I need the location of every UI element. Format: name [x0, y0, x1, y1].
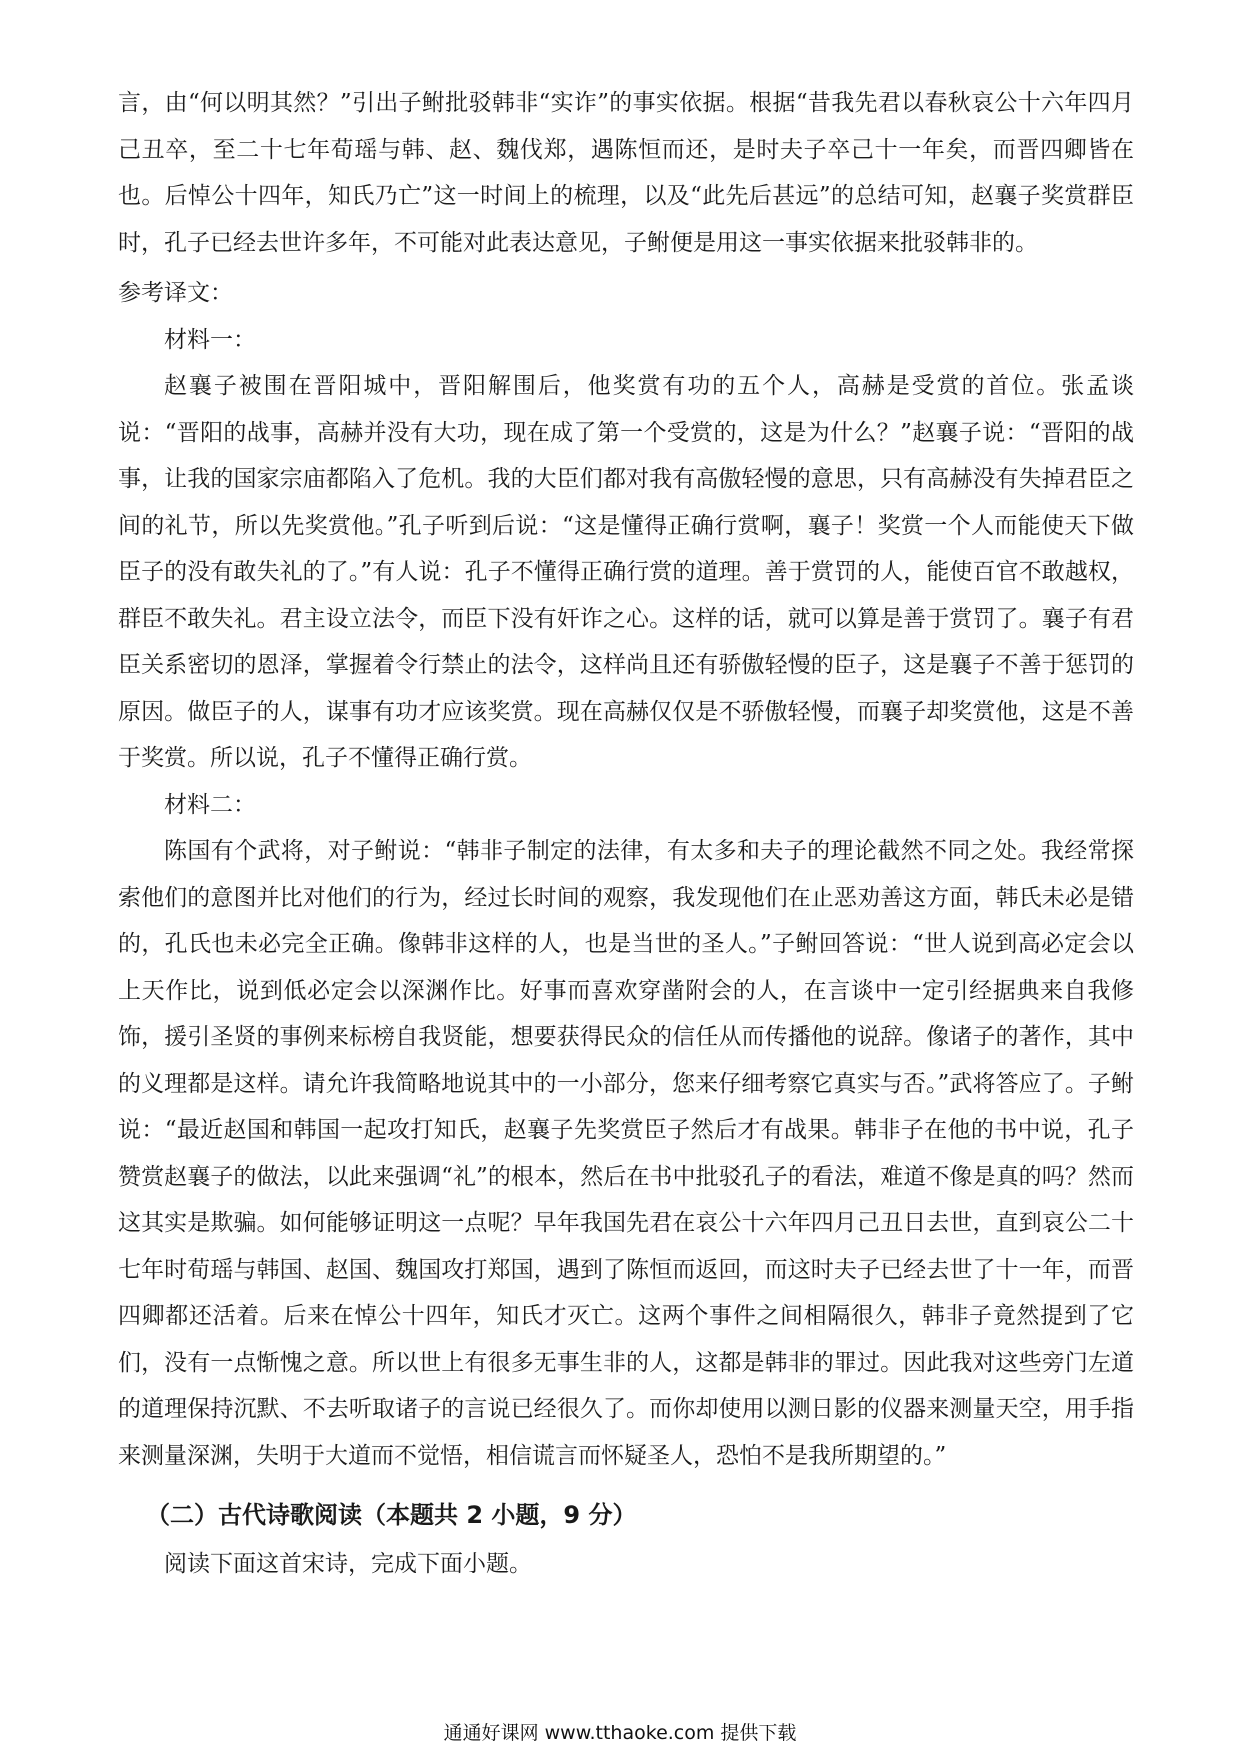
material-one-text: 赵襄子被围在晋阳城中，晋阳解围后，他奖赏有功的五个人，高赫是受赏的首位。张孟谈说：“晋阳的战事，高赫并没有大功，现在成了第一个受赏的，这是为什么？”赵襄子说：“晋阳的战事，让我的国家宗庙都陷入了危机。我的大臣们都对我有高傲轻慢的意思，只有高赫没有失掉君臣之间的礼节，所以先奖赏他。”孔子听到后说：“这是懂得正确行赏啊，襄子！奖赏一个人而能使天下做臣子的没有敢失礼的了。”有人说：孔子不懂得正确行赏的道理。善于赏罚的人，能使百官不敢越权，群臣不敢失礼。君主设立法令，而臣下没有奸诈之心。这样的话，就可以算是善于赏罚了。襄子有君臣关系密切的恩泽，掌握着令行禁止的法令，这样尚且还有骄傲轻慢的臣子，这是襄子不善于惩罚的原因。做臣子的人，谋事有功才应该奖赏。现在高赫仅仅是不骄傲轻慢，而襄子却奖赏他，这是不善于奖赏。所以说，孔子不懂得正确行赏。: [118, 373, 1134, 771]
material-one-label: 材料一：: [164, 326, 256, 353]
document-body: [118, 80, 1134, 1588]
section-heading: （二）古代诗歌阅读（本题共 2 小题，9 分）: [146, 1501, 637, 1529]
page-footer: 通通好课网 www.tthaoke.com 提供下载: [443, 1722, 797, 1744]
material-two-label: 材料二：: [164, 791, 256, 818]
material-two-text: 陈国有个武将，对子鲋说：“韩非子制定的法律，有太多和夫子的理论截然不同之处。我经常探索他们的意图并比对他们的行为，经过长时间的观察，我发现他们在止恶劝善这方面，韩氏未必是错的，孔氏也未必完全正确。像韩非这样的人，也是当世的圣人。”子鲋回答说：“世人说到高必定会以上天作比，说到低必定会以深渊作比。好事而喜欢穿凿附会的人，在言谈中一定引经据典来自我修饰，援引圣贤的事例来标榜自我贤能，想要获得民众的信任从而传播他的说辞。像诸子的著作，其中的义理都是这样。请允许我简略地说其中的一小部分，您来仔细考察它真实与否。”武将答应了。子鲋说：“最近赵国和韩国一起攻打知氏，赵襄子先奖赏臣子然后才有战果。韩非子在他的书中说，孔子赞赏赵襄子的做法，以此来强调“礼”的根本，然后在书中批驳孔子的看法，难道不像是真的吗？然而这其实是欺骗。如何能够证明这一点呢？早年我国先君在哀公十六年四月己丑日去世，直到哀公二十七年时荀瑶与韩国、赵国、魏国攻打郑国，遇到了陈恒而返回，而这时夫子已经去世了十一年，而晋四卿都还活着。后来在悼公十四年，知氏才灭亡。这两个事件之间相隔很久，韩非子竟然提到了它们，没有一点惭愧之意。所以世上有很多无事生非的人，这都是韩非的罪过。因此我对这些旁门左道的道理保持沉默、不去听取诸子的言说已经很久了。而你却使用以测日影的仪器来测量天空，用手指来测量深渊，失明于大道而不觉悟，相信谎言而怀疑圣人，恐怕不是我所期望的。”: [118, 838, 1134, 1469]
analysis-paragraph: 言，由“何以明其然？”引出子鲋批驳韩非“实诈”的事实依据。根据“昔我先君以春秋哀公十六年四月己丑卒，至二十七年荀瑶与韩、赵、魏伐郑，遇陈恒而还，是时夫子卒己十一年矣，而晋四卿皆在也。后悼公十四年，知氏乃亡”这一时间上的梳理，以及“此先后甚远”的总结可知，赵襄子奖赏群臣时，孔子已经去世许多年，不可能对此表达意见，子鲋便是用这一事实依据来批驳韩非的。: [118, 90, 1134, 256]
reference-translation-label: 参考译文：: [118, 280, 233, 306]
section-instruction: 阅读下面这首宋诗，完成下面小题。: [164, 1551, 532, 1577]
